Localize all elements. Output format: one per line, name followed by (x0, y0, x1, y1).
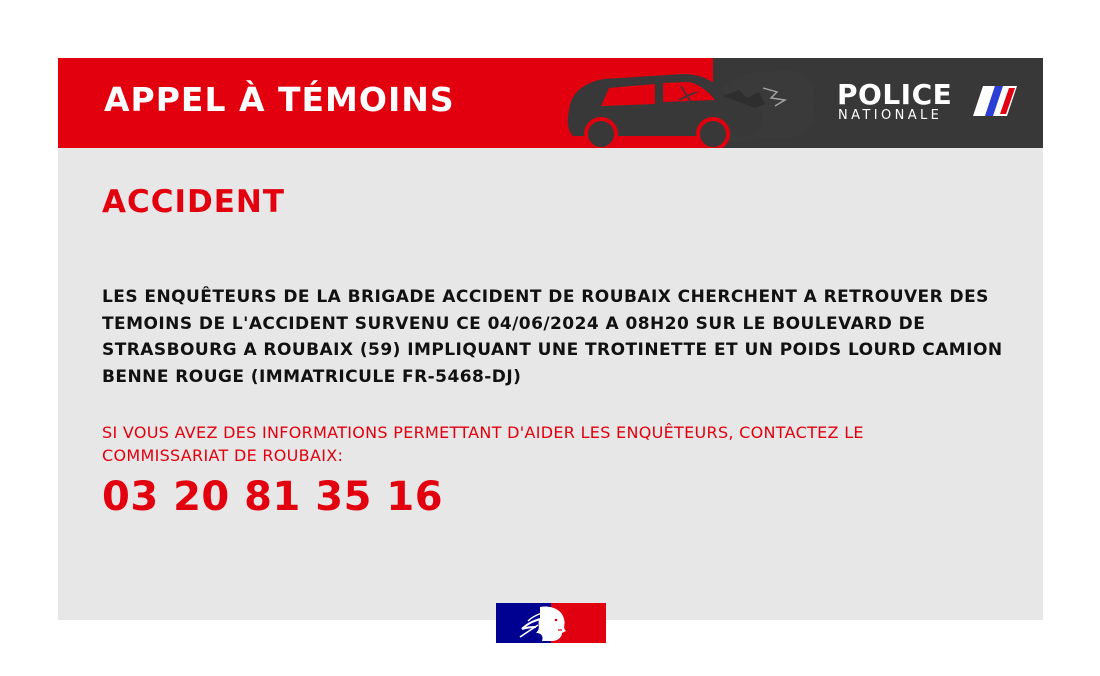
republique-francaise-marianne-icon (496, 603, 606, 643)
header-banner (58, 58, 1043, 148)
crashed-car-icon (563, 62, 823, 148)
section-heading: ACCIDENT (102, 184, 286, 220)
banner-title: APPEL À TÉMOINS (104, 80, 455, 119)
police-nationale-tricolor-icon (973, 84, 1017, 118)
appeal-card (58, 58, 1043, 620)
police-nationale-logo (837, 80, 1022, 128)
phone-number: 03 20 81 35 16 (102, 474, 444, 520)
logo-line-nationale: NATIONALE (838, 108, 943, 123)
incident-description: LES ENQUÊTEURS DE LA BRIGADE ACCIDENT DE ROUBAIX CHERCHENT A RETROUVER DES TEMOINS DE L'ACCIDENT SURVENU CE 04/06/2024 A 08H20 SUR LE BOULEVARD DE STRASBOURG A ROUBAIX (59) IMPLIQUANT UNE TROTINETTE ET UN POIDS LOURD CAMION BENNE ROUGE (IMMATRICULE FR-5468-DJ) (102, 287, 1003, 387)
contact-instructions: SI VOUS AVEZ DES INFORMATIONS PERMETTANT D'AIDER LES ENQUÊTEURS, CONTACTEZ LE COMMISSARIAT DE ROUBAIX: (102, 423, 864, 465)
logo-line-police: POLICE (837, 78, 953, 111)
